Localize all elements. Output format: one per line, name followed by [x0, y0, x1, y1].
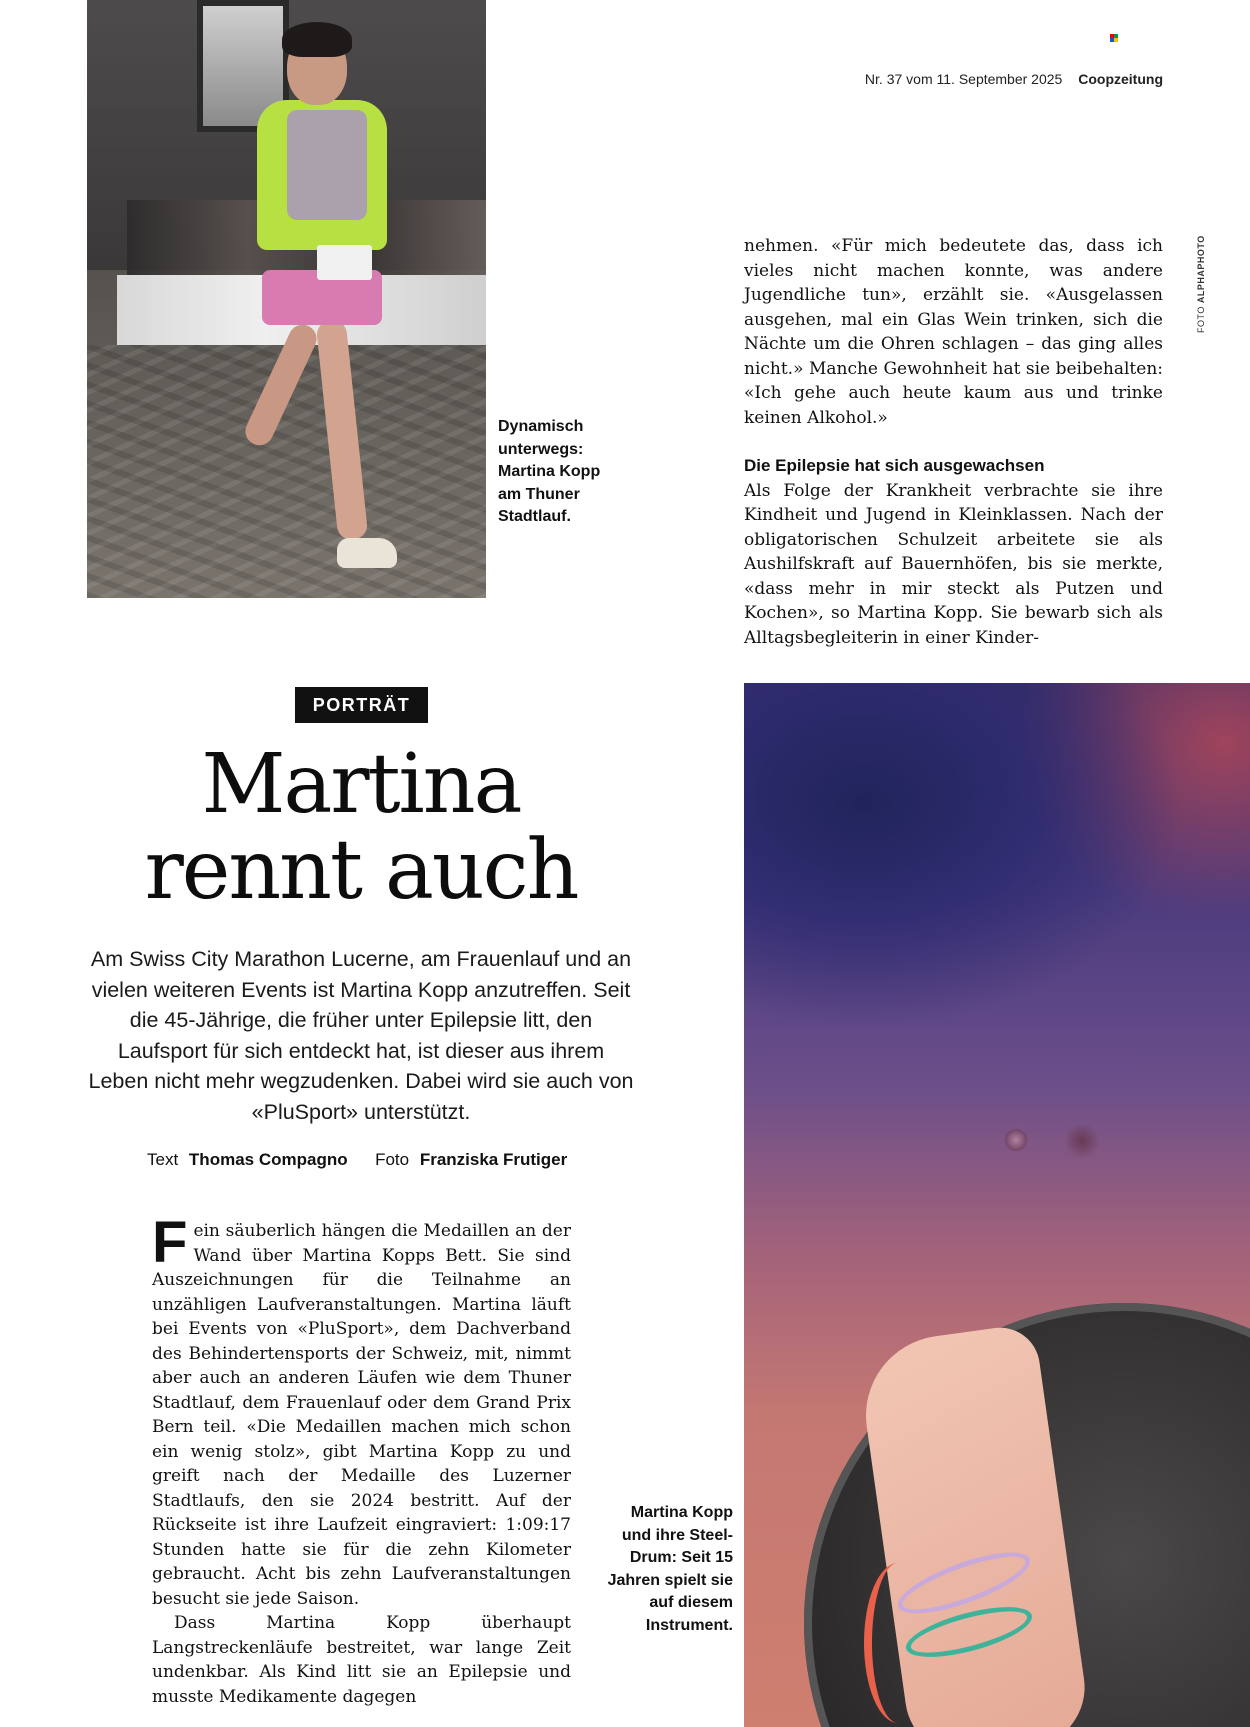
photo-credit	[1196, 235, 1206, 333]
photo-credit-name: ALPHAPHOTO	[1196, 235, 1206, 304]
color-squares-icon	[1110, 34, 1118, 42]
paragraph	[152, 1210, 571, 1611]
body-text-main	[152, 1210, 571, 1709]
title-line: rennt auch	[144, 823, 578, 918]
drop-cap: F	[152, 1210, 188, 1275]
issue-info: Nr. 37 vom 11. September 2025	[864, 71, 1063, 87]
byline-photo-author: Franziska Frutiger	[419, 1150, 568, 1169]
title-line: Martina	[201, 737, 521, 832]
runner-photo	[87, 0, 486, 598]
paragraph-text: ein säuberlich hängen die Medaillen an der Wand über Martina Kopps Bett. Sie sind Auszeichnungen für die Teilnahme an unzähligen Laufveranstaltungen. Martina läuft bei Events von «PluSport», dem Dachverband des Behindertensports der Schweiz, mit, nimmt aber auch an anderen Läufen wie dem Thuner Stadtlauf, dem Frauenlauf oder dem Grand Prix Bern teil. «Die Medaillen machen mich schon ein wenig stolz», gibt Martina Kopp zu und greift nach der Medaille des Luzerner Stadtlaufs, den sie 2024 bestritt. Auf der Rückseite ist ihre Laufzeit eingraviert: 1:09:17 Stunden hatte sie für die zehn Kilometer gebraucht. Acht bis zehn Laufveranstaltungen besucht sie jede Saison.	[152, 1221, 571, 1609]
article-title	[87, 737, 635, 918]
byline-text-label: Text	[147, 1150, 179, 1169]
body-text-top	[744, 234, 1163, 650]
page-header	[865, 71, 1163, 87]
photo-credit-label: FOTO	[1196, 306, 1206, 333]
drum-photo-caption: Martina Kopp und ihre Steel-Drum: Seit 15 Jahren spielt sie auf diesem Instrument.	[607, 1504, 733, 1634]
byline-photo-label: Foto	[375, 1150, 410, 1169]
article-lead: Am Swiss City Marathon Lucerne, am Frauenlauf und an vielen weiteren Events ist Martina Kopp anzutreffen. Seit die 45-Jährige, die früher unter Epilepsie litt, den Laufsport für sich entdeckt hat, ist dieser aus ihrem Leben nicht mehr wegzudenken. Dabei wird sie auch von «PluSport» unterstützt.	[88, 947, 634, 1124]
section-kicker: PORTRÄT	[295, 687, 428, 723]
byline-text-author: Thomas Compagno	[188, 1150, 348, 1169]
paragraph: Dass Martina Kopp überhaupt Langstreckenläufe bestreitet, war lange Zeit undenkbar. Als Kind litt sie an Epilepsie und musste Medikamente dagegen	[152, 1613, 571, 1707]
subheading: Die Epilepsie hat sich ausgewachsen	[744, 456, 1045, 475]
runner-photo-caption: Dynamisch unterwegs: Martina Kopp am Thuner Stadtlauf.	[498, 418, 601, 525]
paragraph: nehmen. «Für mich bedeutete das, dass ich vieles nicht machen konnte, was andere Jugendliche tun», erzählt sie. «Ausgelassen ausgehen, mal ein Glas Wein trinken, sich die Nächte um die Ohren schlagen – das ging alles nicht.» Manche Gewohnheit hat sie beibehalten: «Ich gehe auch heute kaum aus und trinke keinen Alkohol.»	[744, 236, 1163, 428]
paragraph: Als Folge der Krankheit verbrachte sie ihre Kindheit und Jugend in Kleinklassen. Nach der obligatorischen Schulzeit arbeitete sie als Aushilfskraft auf Bauernhöfen, bis sie merkte, «dass mehr in mir steckt als Putzen und Kochen», so Martina Kopp. Sie bewarb sich als Alltagsbegleiterin in einer Kinder-	[744, 480, 1163, 648]
steel-drum-photo	[744, 683, 1250, 1727]
publication-name: Coopzeitung	[1078, 71, 1163, 87]
byline	[147, 1150, 577, 1170]
